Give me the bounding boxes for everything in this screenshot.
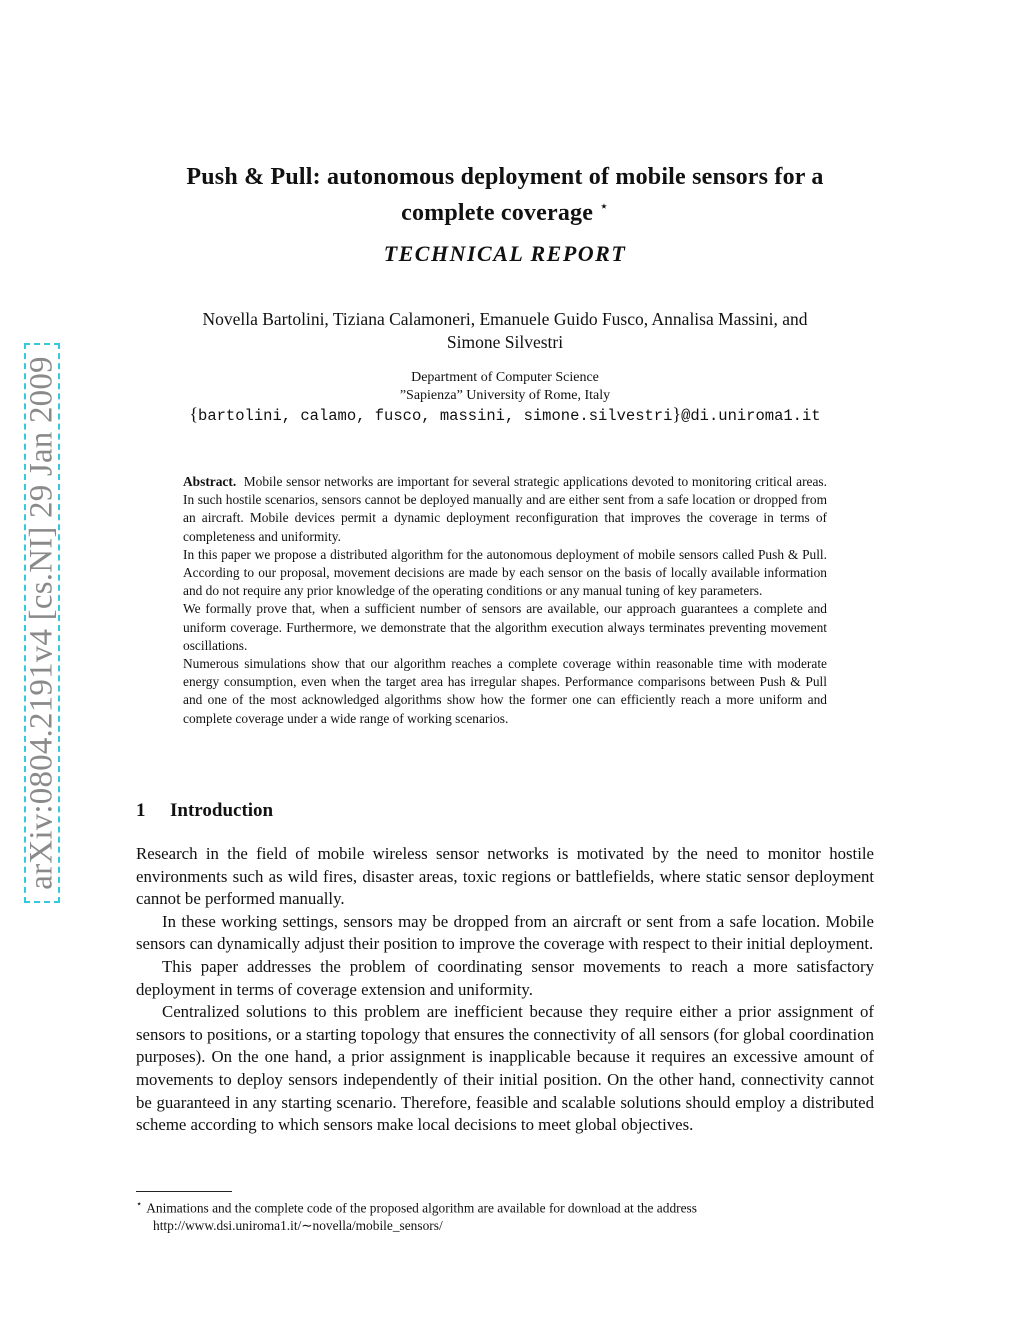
affiliation <box>150 369 860 405</box>
abstract-label: Abstract. <box>183 474 237 489</box>
footnote-url[interactable]: http://www.dsi.uniroma1.it/∼novella/mobile_sensors/ <box>153 1218 443 1234</box>
report-subtitle: TECHNICAL REPORT <box>383 241 627 266</box>
title-line-2: complete coverage <box>401 200 594 226</box>
abstract-paragraph: Numerous simulations show that our algorithm reaches a complete coverage within reasonable time with moderate energy consumption, even when the target area has irregular shapes. Performance comparisons between Push & Pull and one of the most acknowledged algorithms show how the former one can efficiently reach a more uniform and complete coverage under a wide range of working scenarios. <box>183 656 827 726</box>
arxiv-stamp <box>24 343 60 903</box>
title-line-1: Push & Pull: autonomous deployment of mobile sensors for a <box>186 164 824 190</box>
paper-title <box>120 162 890 228</box>
authors-line-1: Novella Bartolini, Tiziana Calamoneri, Emanuele Guido Fusco, Annalisa Massini, and <box>202 309 808 329</box>
department: Department of Computer Science <box>411 370 599 385</box>
body-paragraph: Research in the field of mobile wireless sensor networks is motivated by the need to monitor hostile environments such as wild fires, disaster areas, toxic regions or battlefields, where static sensor deployment cannot be performed manually. <box>136 844 874 909</box>
title-footnote-marker: ⋆ <box>599 199 609 215</box>
footnote-rule <box>136 1191 232 1192</box>
section-number: 1 <box>136 800 146 821</box>
introduction-body <box>136 843 874 1137</box>
section-title: Introduction <box>170 800 274 821</box>
email-open-brace: { <box>189 404 199 424</box>
abstract-paragraph <box>183 473 827 546</box>
abstract-text-1: Mobile sensor networks are important for several strategic applications devoted to monitoring critical areas. In such hostile scenarios, sensors cannot be deployed manually and are either sent from a safe location or dropped from an aircraft. Mobile devices permit a dynamic deployment reconfiguration that improves the coverage in terms of completeness and uniformity. <box>183 474 827 544</box>
body-paragraph: In these working settings, sensors may be dropped from an aircraft or sent from a safe location. Mobile sensors can dynamically adjust their position to improve the coverage with respect to their initial deployment. <box>136 911 874 954</box>
footnote <box>136 1196 874 1235</box>
section-heading <box>136 800 273 822</box>
arxiv-id: arXiv:0804.2191v4 [cs.NI] 29 Jan 2009 <box>23 356 60 890</box>
authors-line-2: Simone Silvestri <box>446 332 564 352</box>
email-domain: @di.uniroma1.it <box>681 407 821 425</box>
email-close-brace: } <box>672 404 682 424</box>
footnote-marker: ⋆ <box>136 1199 143 1210</box>
body-paragraph: Centralized solutions to this problem are inefficient because they require either a prior assignment of sensors to positions, or a starting topology that ensures the connectivity of all sensors (for global coordination purposes). On the one hand, a prior assignment is inapplicable because it requires an excessive amount of movements to deploy sensors independently of their initial position. On the other hand, connectivity cannot be guaranteed in any starting scenario. Therefore, feasible and scalable solutions should employ a distributed scheme according to which sensors make local decisions to meet global objectives. <box>136 1002 874 1135</box>
abstract-paragraph: We formally prove that, when a sufficient number of sensors are available, our approach guarantees a complete and uniform coverage. Furthermore, we demonstrate that the algorithm execution always terminates preventing movement oscillations. <box>183 601 827 653</box>
body-paragraph: This paper addresses the problem of coordinating sensor movements to reach a more satisfactory deployment in terms of coverage extension and uniformity. <box>136 956 874 999</box>
footnote-text: Animations and the complete code of the proposed algorithm are available for download at the address <box>146 1200 697 1216</box>
email-addresses <box>120 404 890 426</box>
email-names: bartolini, calamo, fusco, massini, simone.silvestri <box>198 407 673 425</box>
abstract-paragraph: In this paper we propose a distributed algorithm for the autonomous deployment of mobile sensors called Push & Pull. According to our proposal, movement decisions are made by each sensor on the basis of locally available information and do not require any prior knowledge of the operating conditions or any manual tuning of key parameters. <box>183 546 827 599</box>
author-list <box>150 308 860 354</box>
university: ”Sapienza” University of Rome, Italy <box>399 388 611 403</box>
abstract <box>183 473 827 728</box>
